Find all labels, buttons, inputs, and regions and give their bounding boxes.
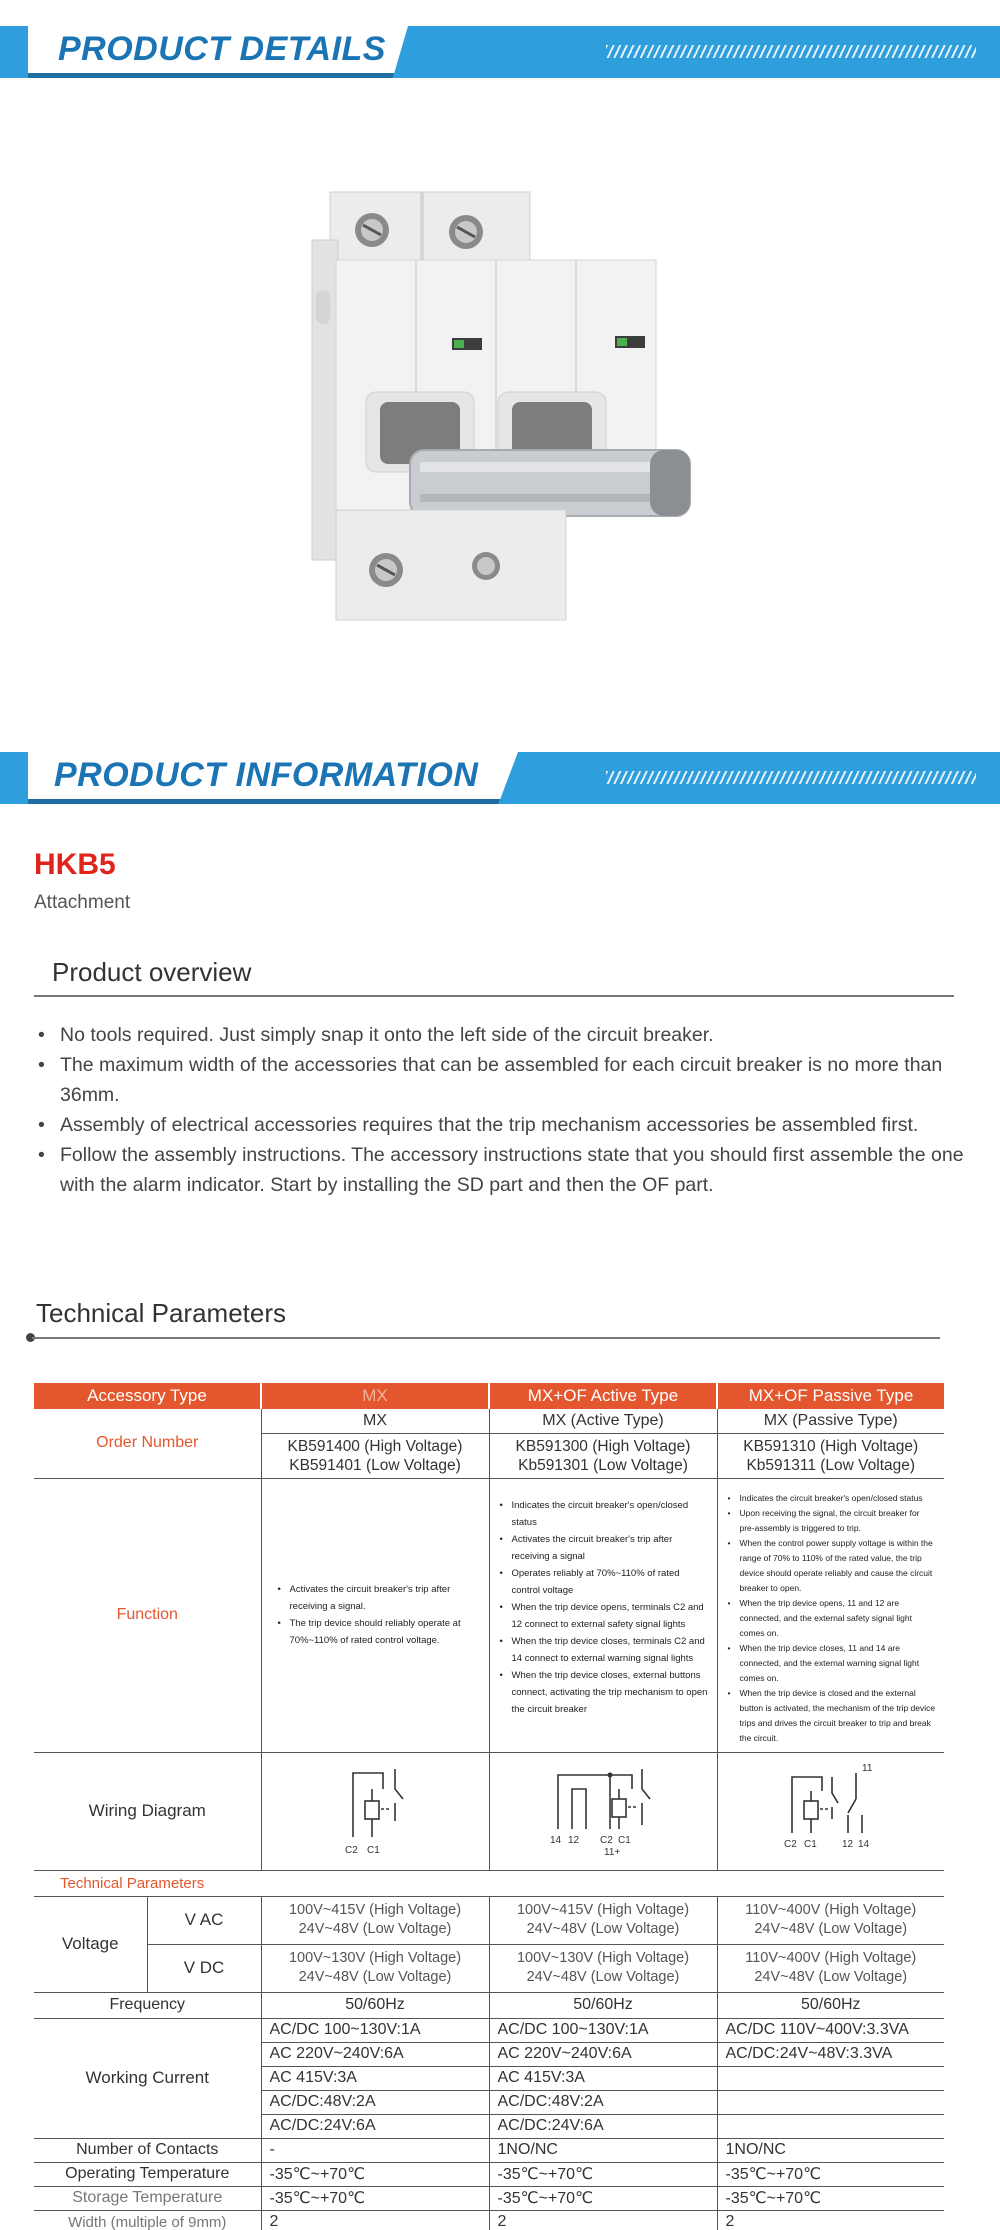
table-row: [34, 2210, 944, 2230]
table-cell: 2: [717, 2210, 944, 2230]
function-label: Function: [34, 1478, 261, 1752]
header-accessory-type: Accessory Type: [34, 1383, 261, 1409]
table-cell: -35℃~+70℃: [717, 2186, 944, 2210]
table-cell: [717, 1944, 944, 1992]
list-item: • No tools required. Just simply snap it onto the left side of the circuit breaker.: [34, 1020, 964, 1050]
table-cell: 1NO/NC: [489, 2138, 717, 2162]
table-cell: MX: [261, 1409, 489, 1433]
table-cell: MX (Passive Type): [717, 1409, 944, 1433]
wiring-cell-mx: [261, 1752, 489, 1870]
wiring-label-c1: C1: [367, 1844, 380, 1856]
function-cell-passive: [717, 1478, 944, 1752]
technical-title: Technical Parameters: [36, 1298, 286, 1328]
wiring-label: C1: [803, 1838, 817, 1850]
voltage-line: 24V~48V (Low Voltage): [298, 1969, 452, 1985]
voltage-line: 24V~48V (Low Voltage): [754, 1921, 908, 1937]
list-item: • When the trip device closes, 11 and 14 are connected, and the external warning signal light comes on.: [726, 1641, 937, 1686]
table-cell: AC/DC 100~130V:1A: [261, 2018, 489, 2042]
voltage-line: 110V~400V (High Voltage): [745, 1902, 917, 1918]
table-header-row: [34, 1383, 944, 1409]
table-cell: [489, 1896, 717, 1944]
heading-rule: [32, 1337, 940, 1339]
table-row: [34, 2138, 944, 2162]
working-current-label: Working Current: [34, 2018, 261, 2138]
order-line: Kb591311 (Low Voltage): [746, 1456, 916, 1474]
wiring-label: 12: [568, 1834, 580, 1846]
width-label: Width (multiple of 9mm): [34, 2210, 261, 2230]
vac-label: V AC: [147, 1896, 261, 1944]
table-cell: AC/DC:24V~48V:3.3VA: [717, 2042, 944, 2066]
voltage-line: 110V~400V (High Voltage): [745, 1950, 917, 1966]
product-photo: [300, 180, 700, 640]
table-cell: [489, 1433, 717, 1478]
list-item: • Activates the circuit breaker's trip after receiving a signal: [498, 1531, 709, 1565]
wiring-label: 12: [841, 1838, 853, 1850]
voltage-line: 100V~415V (High Voltage): [288, 1902, 462, 1918]
voltage-line: 100V~415V (High Voltage): [516, 1902, 690, 1918]
table-cell: [717, 1433, 944, 1478]
table-cell: 2: [489, 2210, 717, 2230]
table-cell: -35℃~+70℃: [261, 2186, 489, 2210]
table-cell: AC/DC:48V:2A: [261, 2090, 489, 2114]
table-row: [34, 2186, 944, 2210]
table-cell: 50/60Hz: [489, 1992, 717, 2018]
product-subtitle: Attachment: [34, 892, 131, 913]
table-cell: AC 415V:3A: [261, 2066, 489, 2090]
table-cell: [717, 2090, 944, 2114]
list-item: • When the trip device closes, terminals C2 and 14 connect to external warning signal lights: [498, 1633, 709, 1667]
table-row: [34, 2162, 944, 2186]
table-cell: 50/60Hz: [717, 1992, 944, 2018]
wiring-cell-active: [489, 1752, 717, 1870]
overview-list: [34, 1020, 964, 1200]
technical-parameters-subheading: Technical Parameters: [60, 1874, 205, 1892]
contacts-label: Number of Contacts: [34, 2138, 261, 2162]
table-cell: -: [261, 2138, 489, 2162]
table-cell: [261, 1433, 489, 1478]
list-item: • Operates reliably at 70%~110% of rated control voltage: [498, 1565, 709, 1599]
wiring-label-c2: C2: [345, 1844, 358, 1856]
table-cell: -35℃~+70℃: [261, 2162, 489, 2186]
table-cell: [261, 1896, 489, 1944]
frequency-label: Frequency: [34, 1992, 261, 2018]
table-cell: [717, 2114, 944, 2138]
table-cell: 50/60Hz: [261, 1992, 489, 2018]
table-cell: [717, 2066, 944, 2090]
technical-heading: [28, 1298, 948, 1342]
banner-stripes: [606, 45, 976, 58]
header-active: MX+OF Active Type: [489, 1383, 717, 1409]
vdc-label: V DC: [147, 1944, 261, 1992]
table-row: [34, 1992, 944, 2018]
table-row: [34, 1944, 944, 1992]
list-item: • When the trip device closes, external buttons connect, activating the trip mechanism to open the circuit breaker: [498, 1667, 709, 1718]
overview-heading: [34, 957, 954, 1001]
wiring-label: 11: [861, 1762, 873, 1774]
table-cell: AC 220V~240V:6A: [489, 2042, 717, 2066]
list-item: • The trip device should reliably operate at 70%~110% of rated control voltage.: [276, 1615, 481, 1649]
wiring-label: 11+: [604, 1846, 621, 1858]
wiring-label: 14: [857, 1838, 869, 1850]
table-row: [34, 2018, 944, 2042]
table-cell: [489, 1944, 717, 1992]
heading-rule: [34, 995, 954, 997]
table-cell: -35℃~+70℃: [489, 2186, 717, 2210]
list-item: • Assembly of electrical accessories requires that the trip mechanism accessories be assembled first.: [34, 1110, 964, 1140]
list-item: • When the control power supply voltage is within the range of 70% to 110% of the rated value, the trip device should operate reliably and cause the circuit breaker to open.: [726, 1536, 937, 1596]
voltage-line: 24V~48V (Low Voltage): [754, 1969, 908, 1985]
order-number-label: Order Number: [34, 1409, 261, 1478]
product-details-banner: [0, 26, 1000, 78]
voltage-line: 100V~130V (High Voltage): [288, 1950, 462, 1966]
voltage-line: 24V~48V (Low Voltage): [526, 1921, 680, 1937]
order-line: Kb591301 (Low Voltage): [518, 1456, 688, 1474]
wiring-label: C1: [618, 1834, 631, 1846]
wiring-diagram-passive: [766, 1759, 896, 1859]
table-row: [34, 1896, 944, 1944]
order-line: KB591310 (High Voltage): [743, 1437, 919, 1455]
header-mx: MX: [261, 1383, 489, 1409]
technical-parameters-table: [34, 1383, 944, 2230]
operating-temp-label: Operating Temperature: [34, 2162, 261, 2186]
order-line: KB591300 (High Voltage): [515, 1437, 691, 1455]
table-cell: 2: [261, 2210, 489, 2230]
product-information-banner: [0, 752, 1000, 804]
wiring-cell-passive: [717, 1752, 944, 1870]
product-model: HKB5: [34, 848, 116, 881]
table-cell: [717, 1896, 944, 1944]
table-row: [34, 1409, 944, 1433]
table-cell: AC 220V~240V:6A: [261, 2042, 489, 2066]
table-cell: -35℃~+70℃: [489, 2162, 717, 2186]
table-row: [34, 1478, 944, 1752]
list-item: • When the trip device opens, terminals C2 and 12 connect to external safety signal lights: [498, 1599, 709, 1633]
list-item: • When the trip device opens, 11 and 12 are connected, and the external safety signal light comes on.: [726, 1596, 937, 1641]
function-cell-active: [489, 1478, 717, 1752]
list-item: • Indicates the circuit breaker's open/closed status: [498, 1497, 709, 1531]
list-item: • Follow the assembly instructions. The accessory instructions state that you should first assemble the one with the alarm indicator. Start by installing the SD part and then the OF part.: [34, 1140, 964, 1200]
table-cell: 1NO/NC: [717, 2138, 944, 2162]
list-item: • Upon receiving the signal, the circuit breaker for pre-assembly is triggered to trip.: [726, 1506, 937, 1536]
banner-title: PRODUCT DETAILS: [58, 30, 386, 68]
list-item: • Activates the circuit breaker's trip after receiving a signal.: [276, 1581, 481, 1615]
list-item: • When the trip device is closed and the external button is activated, the mechanism of the trip device trips and drives the circuit breaker to trip and break the circuit.: [726, 1686, 937, 1746]
table-cell: -35℃~+70℃: [717, 2162, 944, 2186]
order-line: KB591400 (High Voltage): [287, 1437, 463, 1455]
wiring-label: C2: [600, 1834, 613, 1846]
header-passive: MX+OF Passive Type: [717, 1383, 944, 1409]
overview-title: Product overview: [52, 957, 252, 987]
table-row: [34, 1752, 944, 1870]
table-cell: AC/DC:48V:2A: [489, 2090, 717, 2114]
table-cell: [261, 1944, 489, 1992]
wiring-diagram-active: [528, 1755, 678, 1863]
list-item: • Indicates the circuit breaker's open/closed status: [726, 1491, 937, 1506]
voltage-line: 100V~130V (High Voltage): [516, 1950, 690, 1966]
list-item: • The maximum width of the accessories that can be assembled for each circuit breaker is no more than 36mm.: [34, 1050, 964, 1110]
wiring-label: C2: [783, 1838, 797, 1850]
table-row: [34, 1870, 944, 1896]
voltage-label: Voltage: [34, 1896, 147, 1992]
wiring-label: 14: [550, 1834, 562, 1846]
banner-title: PRODUCT INFORMATION: [54, 756, 479, 794]
banner-stripes: [606, 771, 976, 784]
table-cell: AC 415V:3A: [489, 2066, 717, 2090]
voltage-line: 24V~48V (Low Voltage): [526, 1969, 680, 1985]
wiring-label: Wiring Diagram: [34, 1752, 261, 1870]
table-cell: AC/DC 110V~400V:3.3VA: [717, 2018, 944, 2042]
order-line: KB591401 (Low Voltage): [289, 1456, 461, 1474]
table-cell: MX (Active Type): [489, 1409, 717, 1433]
function-cell-mx: [261, 1478, 489, 1752]
wiring-diagram-mx: [325, 1759, 425, 1859]
table-cell: AC/DC:24V:6A: [489, 2114, 717, 2138]
table-cell: AC/DC:24V:6A: [261, 2114, 489, 2138]
table-cell: AC/DC 100~130V:1A: [489, 2018, 717, 2042]
voltage-line: 24V~48V (Low Voltage): [298, 1921, 452, 1937]
storage-temp-label: Storage Temperature: [34, 2186, 261, 2210]
